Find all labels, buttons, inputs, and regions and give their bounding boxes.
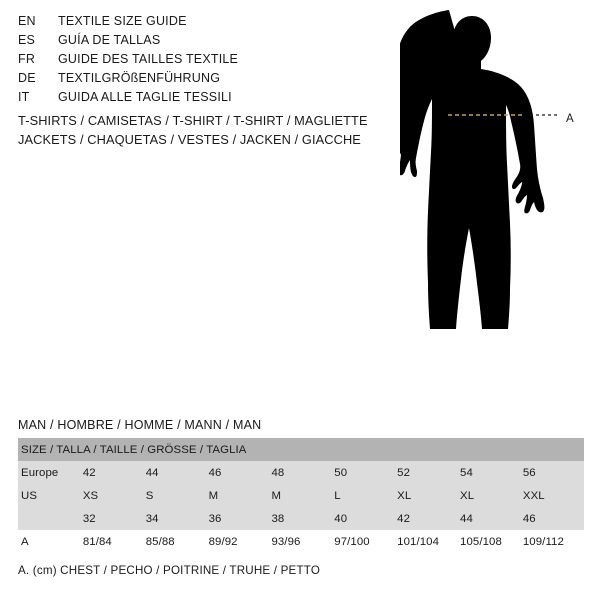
table-cell: 40 (332, 507, 395, 530)
row-label: Europe (18, 461, 81, 484)
table-row (18, 484, 584, 507)
language-legend (18, 14, 398, 109)
table-cell: 42 (81, 461, 144, 484)
table-row (18, 530, 584, 553)
table-cell: 101/104 (395, 530, 458, 553)
table-cell: 44 (458, 507, 521, 530)
legend-language-code: DE (18, 71, 36, 85)
legend-language-text: GUÍA DE TALLAS (58, 33, 161, 47)
table-cell: 48 (269, 461, 332, 484)
table-cell: 32 (81, 507, 144, 530)
table-cell: 36 (207, 507, 270, 530)
table-header-label: SIZE / TALLA / TAILLE / GRÖSSE / TAGLIA (18, 438, 584, 461)
table-cell: 109/112 (521, 530, 584, 553)
table-cell: XL (395, 484, 458, 507)
table-cell: 85/88 (144, 530, 207, 553)
legend-row (18, 52, 398, 71)
legend-row (18, 33, 398, 52)
legend-row (18, 14, 398, 33)
table-cell: XS (81, 484, 144, 507)
table-cell: XXL (521, 484, 584, 507)
table-footnote: A. (cm) CHEST / PECHO / POITRINE / TRUHE / PETTO (18, 564, 321, 577)
legend-language-text: GUIDA ALLE TAGLIE TESSILI (58, 90, 232, 104)
table-cell: 81/84 (81, 530, 144, 553)
table-cell: M (269, 484, 332, 507)
table-cell: 38 (269, 507, 332, 530)
table-title-man: MAN / HOMBRE / HOMME / MANN / MAN (18, 418, 262, 432)
table-cell: 97/100 (332, 530, 395, 553)
table-cell: 93/96 (269, 530, 332, 553)
table-cell: 89/92 (207, 530, 270, 553)
row-label (18, 507, 81, 530)
legend-row (18, 71, 398, 90)
legend-language-text: TEXTILGRÖßENFÜHRUNG (58, 71, 221, 85)
category-jackets: JACKETS / CHAQUETAS / VESTES / JACKEN / GIACCHE (18, 132, 361, 147)
table-cell: 50 (332, 461, 395, 484)
garment-categories (18, 111, 418, 149)
legend-language-code: EN (18, 14, 36, 28)
legend-language-text: TEXTILE SIZE GUIDE (58, 14, 187, 28)
table-cell: 44 (144, 461, 207, 484)
table-row (18, 507, 584, 530)
table-cell: M (207, 484, 270, 507)
table-cell: S (144, 484, 207, 507)
category-tshirts: T-SHIRTS / CAMISETAS / T-SHIRT / T-SHIRT / MAGLIETTE (18, 113, 368, 128)
table-cell: 46 (521, 507, 584, 530)
legend-language-text: GUIDE DES TAILLES TEXTILE (58, 52, 239, 66)
legend-language-code: ES (18, 33, 36, 47)
measure-label-a: A (566, 113, 574, 125)
legend-language-code: IT (18, 90, 30, 104)
row-label: US (18, 484, 81, 507)
table-cell: 42 (395, 507, 458, 530)
size-table (18, 438, 584, 553)
figure-illustration (400, 10, 600, 400)
table-cell: 105/108 (458, 530, 521, 553)
legend-row (18, 90, 398, 109)
table-row (18, 461, 584, 484)
table-cell: XL (458, 484, 521, 507)
table-cell: 34 (144, 507, 207, 530)
table-cell: 54 (458, 461, 521, 484)
table-cell: L (332, 484, 395, 507)
size-table-section (18, 418, 584, 577)
row-label: A (18, 530, 81, 553)
table-cell: 46 (207, 461, 270, 484)
legend-language-code: FR (18, 52, 36, 66)
table-header-row (18, 438, 584, 461)
male-torso-silhouette-icon (400, 10, 600, 400)
table-cell: 56 (521, 461, 584, 484)
table-cell: 52 (395, 461, 458, 484)
